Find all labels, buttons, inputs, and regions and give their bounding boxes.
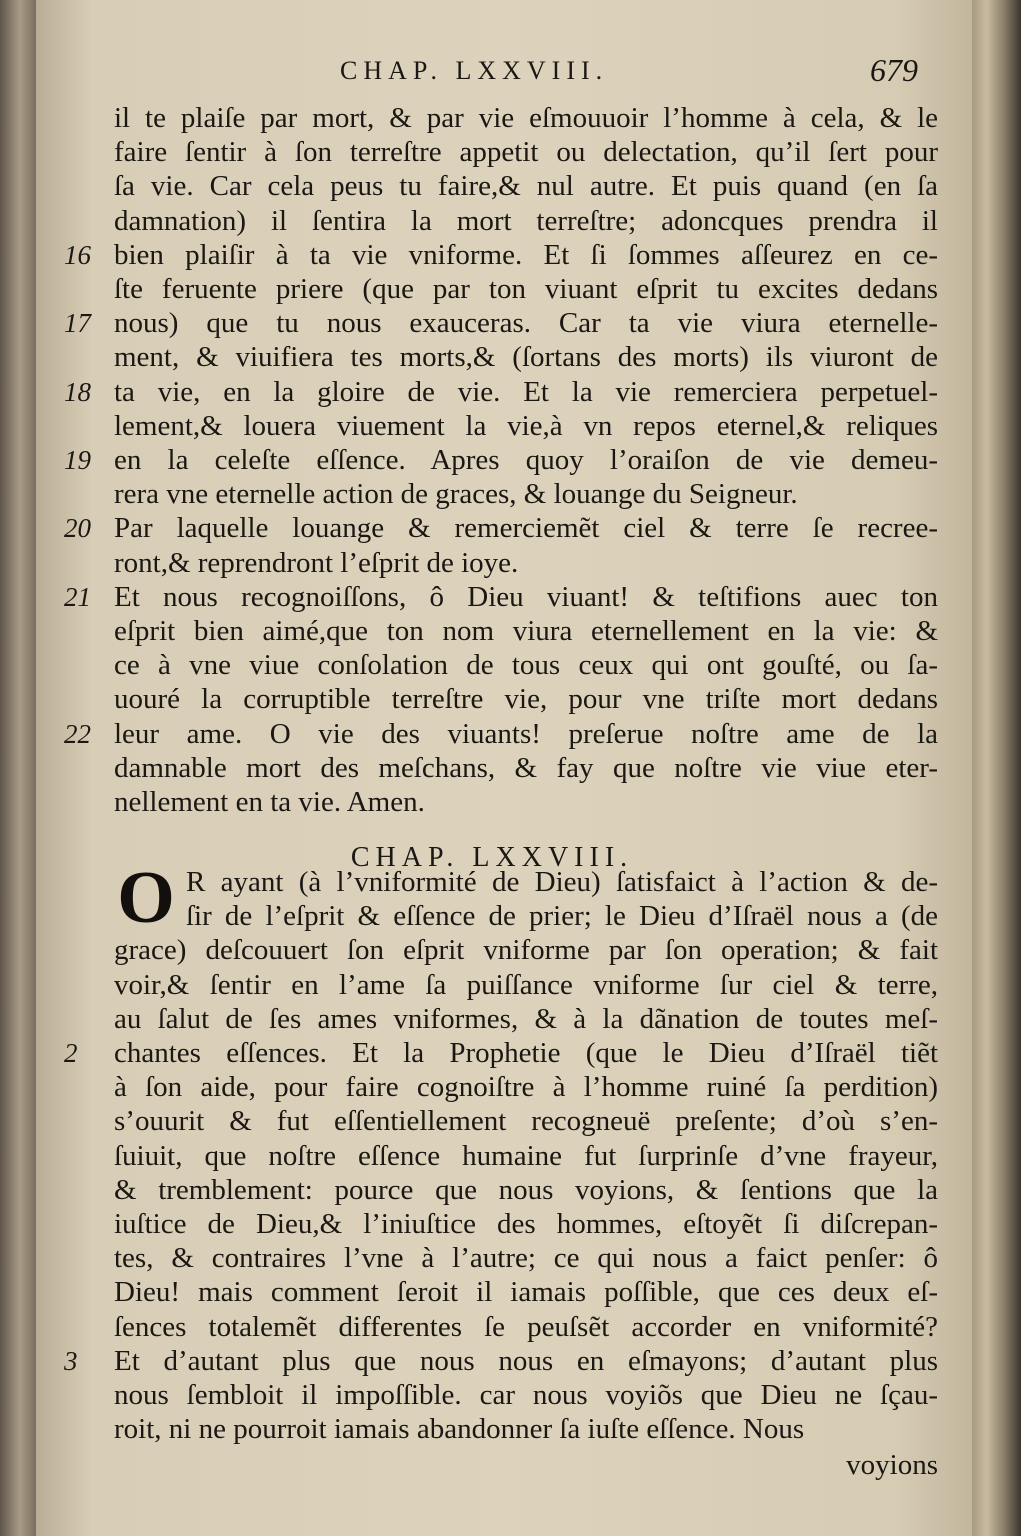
verse-number: 21	[64, 581, 91, 612]
running-head-title: CHAP. LXXVIII.	[340, 56, 609, 85]
book-page	[36, 0, 972, 1536]
text-line: ſte feruente priere (que par ton viuant eſprit tu excites dedans	[114, 273, 938, 305]
text-line: leur ame. O vie des viuants! preſerue noſtre ame de la	[114, 717, 938, 750]
verse-number: 2	[64, 1038, 78, 1068]
text-line: nellement en ta vie. Amen.	[114, 786, 425, 818]
text-line: Et d’autant plus que nous nous en eſmayons; d’autant plus	[114, 1344, 938, 1377]
verse-number: 22	[64, 718, 91, 749]
text-line: & tremblement: pource que nous voyions, & ſentions que la	[114, 1173, 938, 1206]
text-line: il te plaiſe par mort, & par vie eſmouuoir l’homme à cela, & le	[114, 102, 938, 134]
text-line: ta vie, en la gloire de vie. Et la vie remerciera perpetuel-	[114, 375, 938, 408]
text-line: à ſon aide, pour faire cognoiſtre à l’homme ruiné ſa perdition)	[114, 1071, 938, 1104]
text-line: faire ſentir à ſon terreſtre appetit ou delectation, qu’il ſert pour	[114, 136, 938, 169]
text-line: ront,& reprendront l’eſprit de ioye.	[114, 546, 519, 579]
verse-number: 17	[64, 308, 91, 339]
text-line: nous) que tu nous exauceras. Car ta vie viura eternelle-	[114, 307, 938, 340]
text-line: iuſtice de Dieu,& l’iniuſtice des hommes, eſtoyẽt ſi diſcrepan-	[114, 1208, 938, 1240]
catchword: voyions	[846, 1449, 938, 1481]
text-line: ment, & viuifiera tes morts,& (ſortans des morts) ils viuront de	[114, 341, 938, 374]
verse-number: 20	[64, 513, 91, 544]
text-line: tes, & contraires l’vne à l’autre; ce qui nous a faict penſer: ô	[114, 1242, 938, 1275]
verse-number: 16	[64, 239, 91, 270]
running-head	[36, 52, 972, 92]
page-fore-edge	[972, 0, 1021, 1536]
page-number: 679	[870, 52, 918, 88]
text-line: au ſalut de ſes ames vniformes, & à la dãnation de toutes meſ-	[114, 1002, 938, 1035]
drop-cap-initial: O	[117, 857, 175, 939]
verse-number: 18	[64, 376, 91, 407]
text-line: chantes eſſences. Et la Prophetie (que le Dieu d’Iſraël tiẽt	[114, 1037, 938, 1069]
verse-number: 19	[64, 445, 91, 475]
text-line: damnable mort des meſchans, & fay que noſtre vie viue eter-	[114, 751, 938, 784]
text-line: ce à vne viue conſolation de tous ceux qui ont gouſté, ou ſa-	[114, 649, 938, 682]
text-line: grace) deſcouuert ſon eſprit vniforme par ſon operation; & fait	[114, 934, 938, 967]
text-line: ſa vie. Car cela peus tu faire,& nul autre. Et puis quand (en ſa	[114, 170, 938, 203]
text-line: ſences totalemẽt differentes ſe peuſsẽt accorder en vniformité?	[114, 1310, 938, 1343]
text-line: rera vne eternelle action de graces, & louange du Seigneur.	[114, 478, 798, 511]
chapter-heading: CHAP. LXXVIII.	[350, 842, 634, 873]
text-line: roit, ni ne pourroit iamais abandonner ſa iuſte eſſence. Nous	[114, 1413, 805, 1446]
text-line: s’ouurit & fut eſſentiellement recogneuë preſente; d’où s’en-	[114, 1105, 938, 1138]
text-line: uouré la corruptible terreſtre vie, pour vne triſte mort dedans	[114, 683, 938, 716]
text-line: bien plaiſir à ta vie vniforme. Et ſi ſommes aſſeurez en ce-	[114, 238, 938, 271]
verse-number: 3	[64, 1345, 78, 1376]
text-line: eſprit bien aimé,que ton nom viura eternellement en la vie: &	[114, 615, 938, 647]
text-line: ſuiuit, que noſtre eſſence humaine fut ſurprinſe d’vne frayeur,	[114, 1139, 938, 1172]
text-line: Et nous recognoiſſons, ô Dieu viuant! & teſtifions auec ton	[114, 580, 938, 613]
previous-page-edge	[0, 0, 36, 1536]
text-line: damnation) il ſentira la mort terreſtre; adoncques prendra il	[114, 204, 938, 237]
text-line: Dieu! mais comment ſeroit il iamais poſſible, que ces deux eſ-	[114, 1276, 938, 1309]
text-line: voir,& ſentir en l’ame ſa puiſſance vniforme ſur ciel & terre,	[114, 968, 938, 1001]
text-line: ſir de l’eſprit & eſſence de prier; le Dieu d’Iſraël nous a (de	[186, 900, 938, 933]
text-line: Par laquelle louange & remerciemẽt ciel & terre ſe recree-	[114, 512, 938, 545]
text-line: nous ſembloit il impoſſible. car nous voyiõs que Dieu ne ſçau-	[114, 1379, 938, 1411]
text-line: en la celeſte eſſence. Apres quoy l’oraiſon de vie demeu-	[114, 444, 938, 476]
text-line: lement,& louera viuement la vie,à vn repos eternel,& reliques	[114, 409, 938, 442]
text-line: R ayant (à l’vniformité de Dieu) ſatisfaict à l’action & de-	[186, 866, 938, 898]
